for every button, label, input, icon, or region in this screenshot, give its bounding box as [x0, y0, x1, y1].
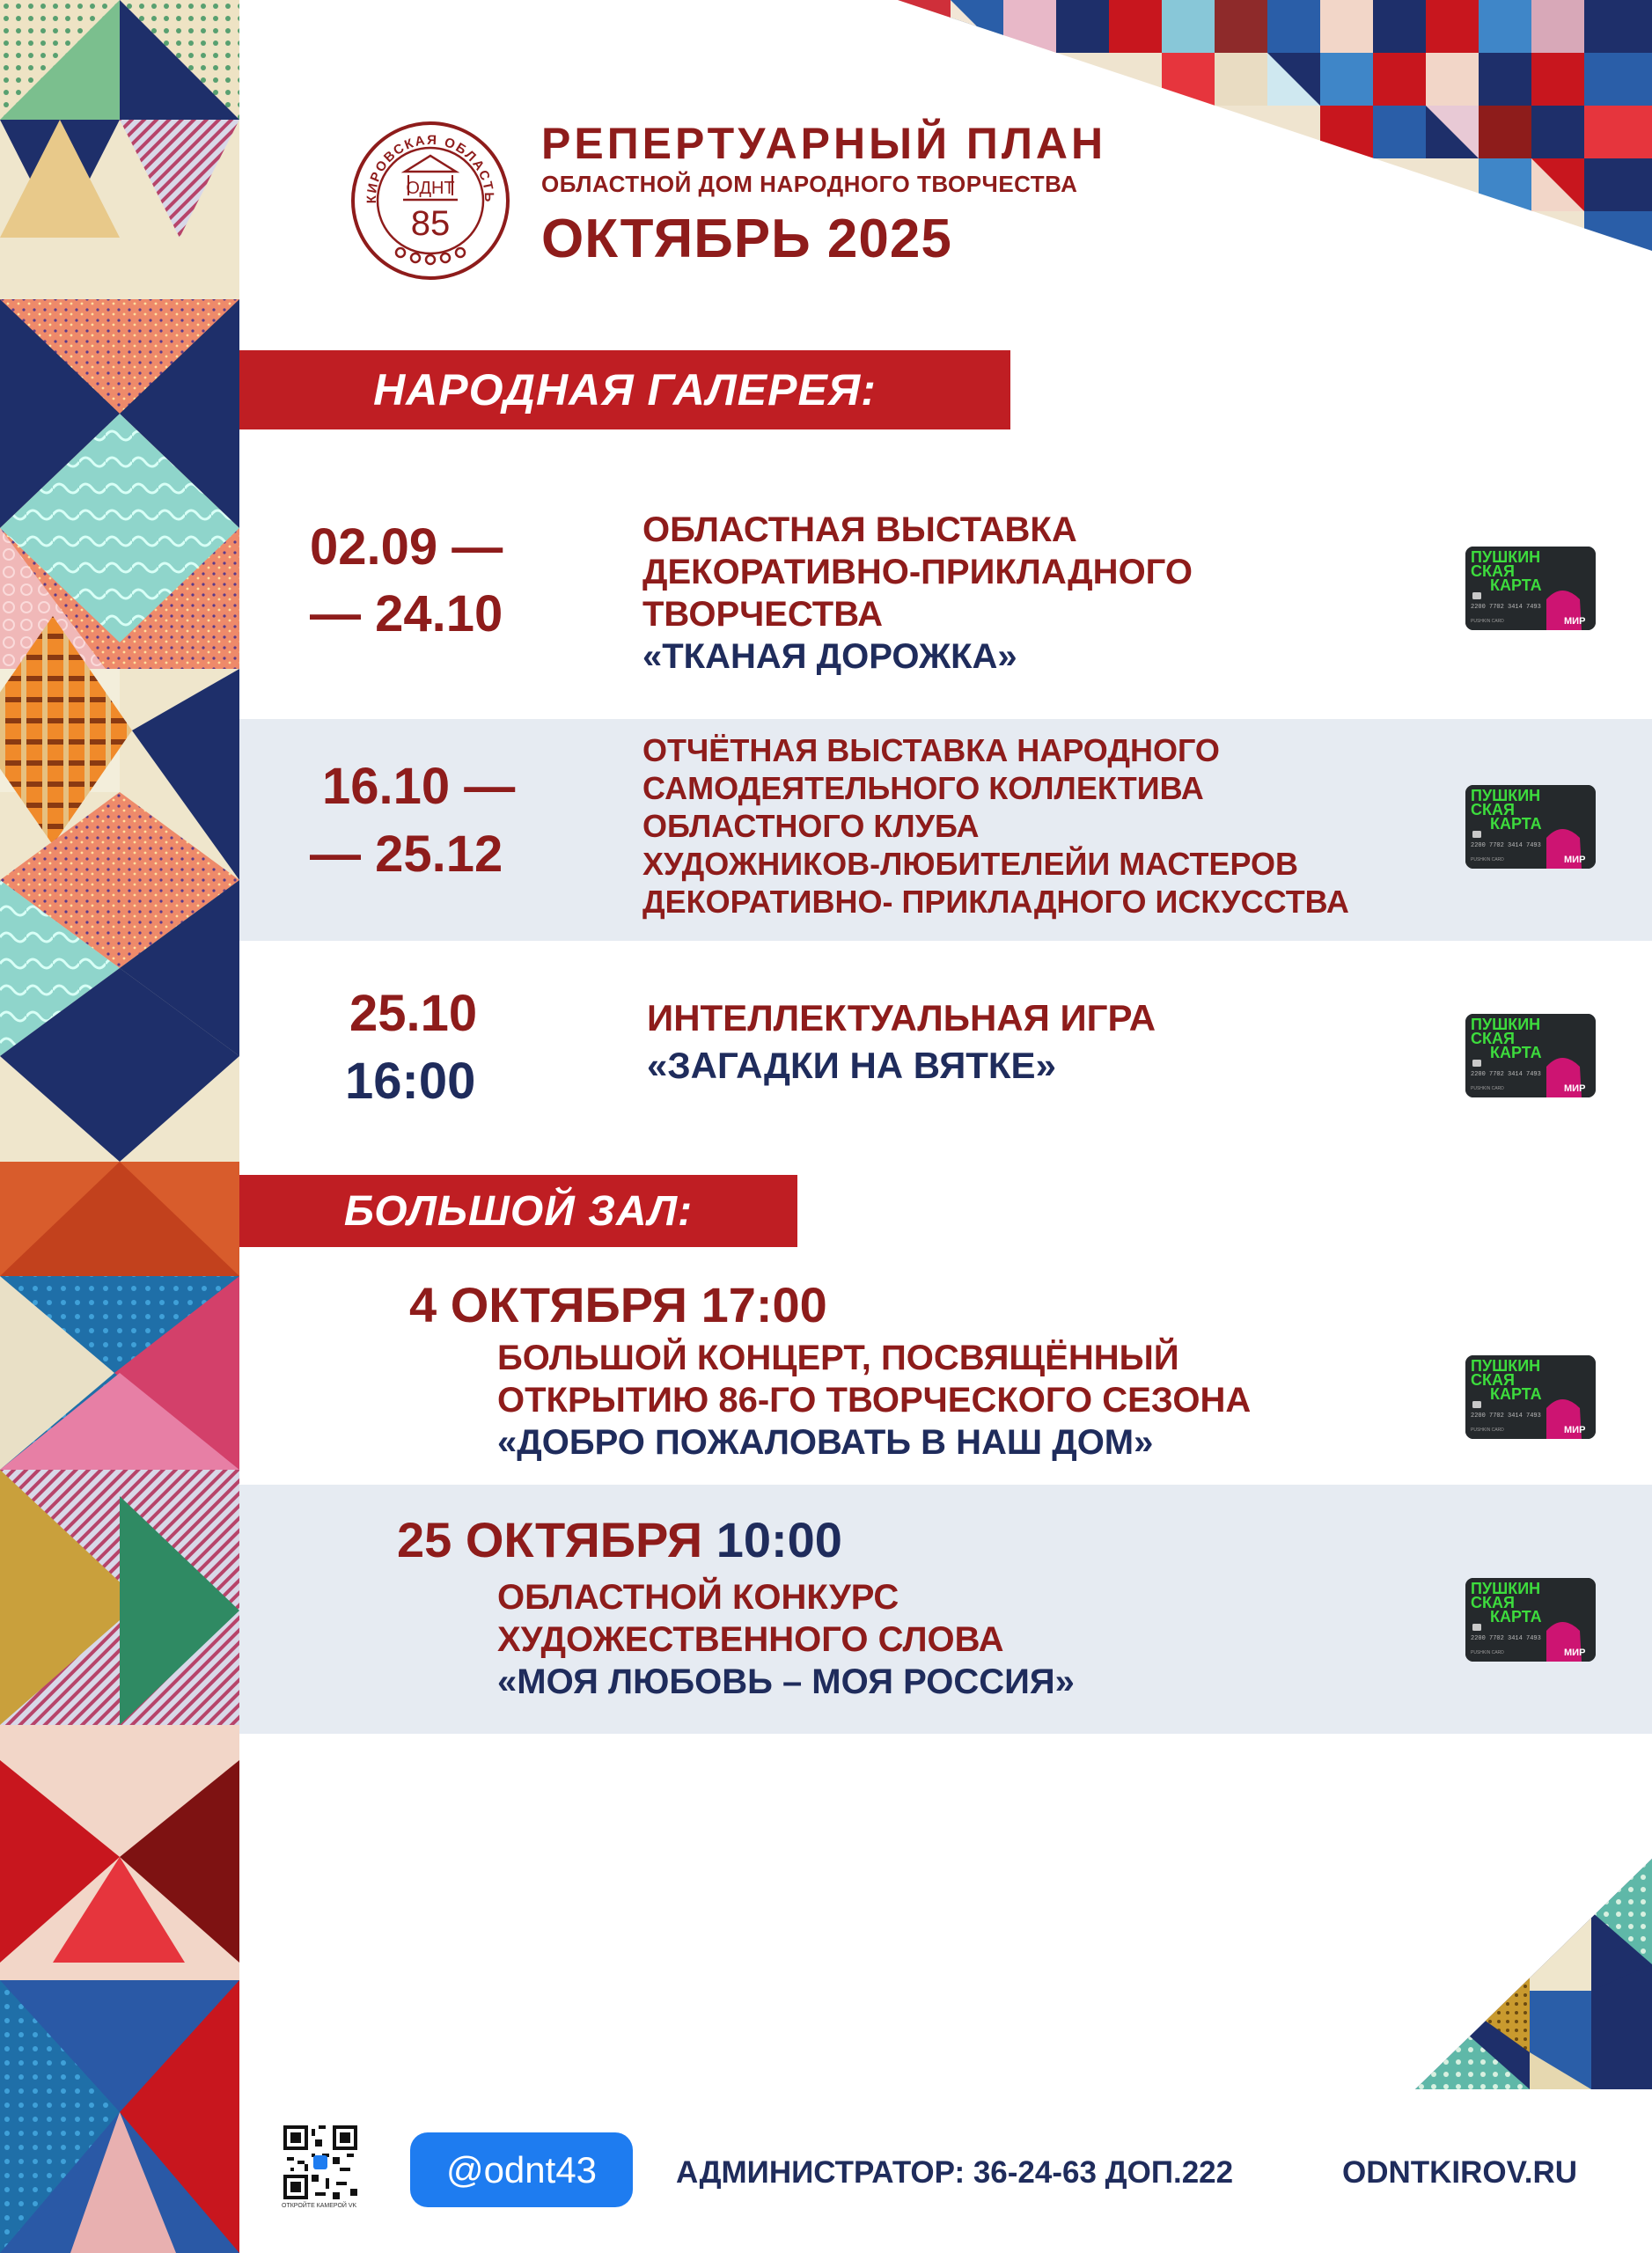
- odnt-85-logo: [350, 121, 510, 281]
- event-time: 10:00: [716, 1512, 842, 1567]
- event-date-end: — 25.12: [310, 826, 503, 883]
- logo-number-text: 85: [410, 204, 451, 243]
- admin-phone: АДМИНИСТРАТОР: 36-24-63 ДОП.222: [676, 2155, 1234, 2190]
- pushkin-card-badge: [1465, 1014, 1596, 1097]
- event-line: ОБЛАСТНОЙ КОНКУРС: [497, 1578, 899, 1617]
- pushkin-card-badge: [1465, 547, 1596, 630]
- svg-text:МИР: МИР: [1564, 1425, 1586, 1435]
- event-line: ОТЧЁТНАЯ ВЫСТАВКА НАРОДНОГО: [642, 732, 1220, 768]
- svg-text:ПУШКИН: ПУШКИН: [1471, 787, 1541, 804]
- pushkin-card-icon: [1465, 1578, 1596, 1662]
- event-line: ОБЛАСТНАЯ ВЫСТАВКА: [642, 510, 1077, 549]
- pushkin-card-icon: [1465, 1355, 1596, 1439]
- svg-text:СКАЯ: СКАЯ: [1471, 562, 1515, 580]
- pushkin-card-icon: [1465, 785, 1596, 869]
- svg-text:СКАЯ: СКАЯ: [1471, 1371, 1515, 1389]
- event-line: ОБЛАСТНОГО КЛУБА: [642, 808, 980, 844]
- event-description: [642, 732, 1349, 920]
- svg-text:PUSHKIN CARD: PUSHKIN CARD: [1471, 857, 1504, 862]
- pushkin-card-badge: [1465, 1578, 1596, 1662]
- section-heading-hall: БОЛЬШОЙ ЗАЛ:: [239, 1175, 797, 1247]
- event-line: ДЕКОРАТИВНО- ПРИКЛАДНОГО ИСКУССТВА: [642, 884, 1349, 920]
- website-link[interactable]: ODNTKIROV.RU: [1342, 2155, 1578, 2190]
- event-day: 25 ОКТЯБРЯ: [397, 1512, 703, 1567]
- svg-text:PUSHKIN CARD: PUSHKIN CARD: [1471, 1086, 1504, 1091]
- svg-text:2200 7702 3414 7493: 2200 7702 3414 7493: [1471, 1635, 1541, 1642]
- svg-text:ПУШКИН: ПУШКИН: [1471, 548, 1541, 566]
- vk-handle-badge[interactable]: @odnt43: [410, 2132, 633, 2207]
- event-line: БОЛЬШОЙ КОНЦЕРТ, ПОСВЯЩЁННЫЙ: [497, 1339, 1179, 1377]
- month-title: ОКТЯБРЬ 2025: [541, 209, 952, 269]
- event-line: ХУДОЖНИКОВ-ЛЮБИТЕЛЕЙИ МАСТЕРОВ: [642, 846, 1299, 882]
- event-title-quote: «ДОБРО ПОЖАЛОВАТЬ В НАШ ДОМ»: [497, 1423, 1154, 1462]
- event-line: ХУДОЖЕСТВЕННОГО СЛОВА: [497, 1620, 1004, 1659]
- event-line: ИНТЕЛЛЕКТУАЛЬНАЯ ИГРА: [647, 997, 1156, 1038]
- svg-text:PUSHKIN CARD: PUSHKIN CARD: [1471, 619, 1504, 624]
- svg-text:КАРТА: КАРТА: [1490, 1608, 1542, 1626]
- event-description: [647, 997, 1156, 1086]
- page-title: РЕПЕРТУАРНЫЙ ПЛАН: [541, 119, 1107, 168]
- svg-text:2200 7702 3414 7493: 2200 7702 3414 7493: [1471, 842, 1541, 849]
- svg-text:СКАЯ: СКАЯ: [1471, 1594, 1515, 1611]
- event-time: 16:00: [345, 1053, 476, 1110]
- svg-text:СКАЯ: СКАЯ: [1471, 1030, 1515, 1047]
- event-line: САМОДЕЯТЕЛЬНОГО КОЛЛЕКТИВА: [642, 770, 1204, 806]
- svg-text:КАРТА: КАРТА: [1490, 815, 1542, 833]
- event-description: [642, 512, 1193, 674]
- event-date-start: 02.09 —: [310, 518, 503, 576]
- svg-text:СКАЯ: СКАЯ: [1471, 801, 1515, 818]
- pushkin-card-badge: [1465, 1355, 1596, 1439]
- event-date-end: — 24.10: [310, 585, 503, 642]
- svg-text:2200 7702 3414 7493: 2200 7702 3414 7493: [1471, 1413, 1541, 1420]
- quilt-border-strip: [0, 0, 239, 2253]
- logo-abbr-text: ОДНТ: [406, 179, 455, 198]
- event-description: [497, 1340, 1251, 1460]
- event-datetime: 4 ОКТЯБРЯ 17:00: [409, 1277, 827, 1332]
- organization-name: ОБЛАСТНОЙ ДОМ НАРОДНОГО ТВОРЧЕСТВА: [541, 171, 1078, 197]
- event-title-quote: «ЗАГАДКИ НА ВЯТКЕ»: [647, 1045, 1056, 1086]
- section-heading-gallery: НАРОДНАЯ ГАЛЕРЕЯ:: [239, 350, 1010, 429]
- event-datetime: [397, 1511, 842, 1568]
- logo-region-text: КИРОВСКАЯ ОБЛАСТЬ: [363, 132, 497, 204]
- event-line: ДЕКОРАТИВНО-ПРИКЛАДНОГО: [642, 553, 1193, 591]
- svg-text:2200 7702 3414 7493: 2200 7702 3414 7493: [1471, 604, 1541, 611]
- svg-text:ПУШКИН: ПУШКИН: [1471, 1580, 1541, 1597]
- event-line: ТВОРЧЕСТВА: [642, 595, 884, 634]
- event-date: 25.10: [349, 985, 478, 1042]
- svg-text:МИР: МИР: [1564, 1648, 1586, 1658]
- svg-text:КАРТА: КАРТА: [1490, 1044, 1542, 1061]
- svg-text:КАРТА: КАРТА: [1490, 1385, 1542, 1403]
- svg-text:ПУШКИН: ПУШКИН: [1471, 1357, 1541, 1375]
- vk-qr-code[interactable]: [283, 2125, 357, 2199]
- pushkin-card-icon: [1465, 547, 1596, 630]
- qr-caption: ОТКРОЙТЕ КАМЕРОЙ VK: [282, 2203, 357, 2209]
- bottom-quilt-corner: [1415, 1859, 1652, 2089]
- svg-text:КАРТА: КАРТА: [1490, 576, 1542, 594]
- pushkin-card-badge: [1465, 785, 1596, 869]
- svg-text:МИР: МИР: [1564, 1083, 1586, 1094]
- svg-text:PUSHKIN CARD: PUSHKIN CARD: [1471, 1650, 1504, 1655]
- svg-text:ПУШКИН: ПУШКИН: [1471, 1016, 1541, 1033]
- svg-text:МИР: МИР: [1564, 855, 1586, 865]
- event-title-quote: «ТКАНАЯ ДОРОЖКА»: [642, 637, 1017, 676]
- svg-text:PUSHKIN CARD: PUSHKIN CARD: [1471, 1427, 1504, 1433]
- svg-text:2200 7702 3414 7493: 2200 7702 3414 7493: [1471, 1071, 1541, 1078]
- event-title-quote: «МОЯ ЛЮБОВЬ – МОЯ РОССИЯ»: [497, 1662, 1075, 1701]
- event-description: [497, 1580, 1075, 1699]
- event-line: ОТКРЫТИЮ 86-ГО ТВОРЧЕСКОГО СЕЗОНА: [497, 1381, 1252, 1420]
- event-date-start: 16.10 —: [322, 758, 516, 815]
- svg-text:МИР: МИР: [1564, 616, 1586, 627]
- pushkin-card-icon: [1465, 1014, 1596, 1097]
